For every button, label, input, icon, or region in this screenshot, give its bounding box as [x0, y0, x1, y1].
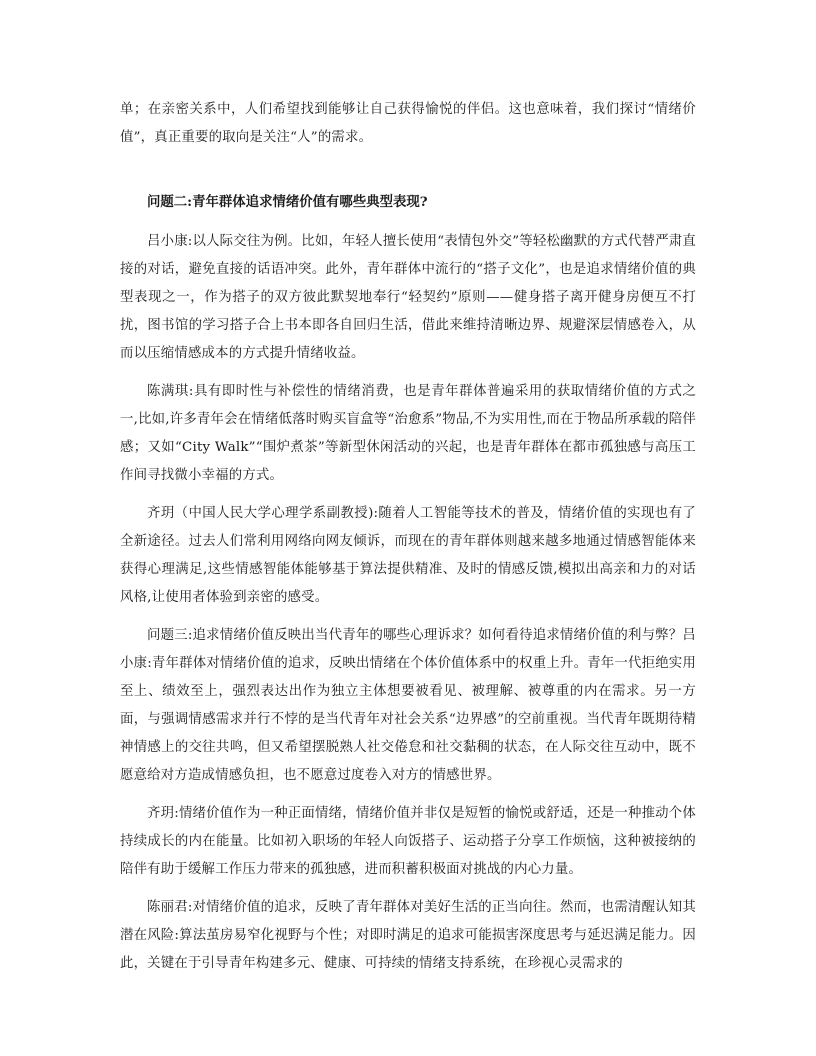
paragraph-lv-xiaokang: 吕小康:以人际交往为例。比如，年轻人擅长使用“表情包外交”等轻松幽默的方式代替严肃直接的对话，避免直接的话语冲突。此外，青年群体中流行的“搭子文化”，也是追求情绪价值的典型表现之一，作为搭子的双方彼此默契地奉行“轻契约”原则——健身搭子离开健身房便互不打扰，图书馆的学习搭子合上书本即各自回归生活，借此来维持清晰边界、规避深层情感卷入，从而以压缩情感成本的方式提升情绪收益。 — [120, 234, 696, 361]
question-two-heading: 问题二:青年群体追求情绪价值有哪些典型表现? — [147, 194, 428, 210]
paragraph-intro-continuation: 单；在亲密关系中，人们希望找到能够让自己获得愉悦的伴侣。这也意味着，我们探讨“情绪价值”，真正重要的取向是关注“人”的需求。 — [120, 102, 696, 145]
section-spacer — [120, 152, 696, 188]
document-page — [120, 96, 696, 996]
paragraph-chen-lijun: 陈丽君:对情绪价值的追求，反映了青年群体对美好生活的正当向往。然而，也需清醒认知其潜在风险:算法茧房易窄化视野与个性；对即时满足的追求可能损害深度思考与延迟满足能力。因此，关键在于引导青年构建多元、健康、可持续的情绪支持系统，在珍视心灵需求的 — [120, 900, 696, 971]
paragraph-question-three: 问题三:追求情绪价值反映出当代青年的哪些心理诉求？如何看待追求情绪价值的利与弊？吕小康:青年群体对情绪价值的追求，反映出情绪在个体价值体系中的权重上升。青年一代拒绝实用至上、绩效至上，强烈表达出作为独立主体想要被看见、被理解、被尊重的内在需求。另一方面，与强调情感需求并行不悖的是当代青年对社会关系“边界感”的空前重视。当代青年既期待精神情感上的交往共鸣，但又希望摆脱熟人社交倦怠和社交黏稠的状态，在人际交往互动中，既不愿意给对方造成情感负担，也不愿意过度卷入对方的情感世界。 — [120, 628, 696, 783]
paragraph-qi-yue: 齐玥（中国人民大学心理学系副教授):随着人工智能等技术的普及，情绪价值的实现也有了全新途径。过去人们常利用网络向网友倾诉，而现在的青年群体则越来越多地通过情感智能体来获得心理满足,这些情感智能体能够基于算法提供精准、及时的情感反馈,模拟出高亲和力的对话风格,让使用者体验到亲密的感受。 — [120, 506, 696, 605]
paragraph-qi-yue-2: 齐玥:情绪价值作为一种正面情绪，情绪价值并非仅是短暂的愉悦或舒适，还是一种推动个体持续成长的内在能量。比如初入职场的年轻人向饭搭子、运动搭子分享工作烦恼，这种被接纳的陪伴有助于缓解工作压力带来的孤独感，进而积蓄积极面对挑战的内心力量。 — [120, 806, 696, 877]
paragraph-chen-manqi: 陈满琪:具有即时性与补偿性的情绪消费，也是青年群体普遍采用的获取情绪价值的方式之一,比如,许多青年会在情绪低落时购买盲盒等“治愈系”物品,不为实用性,而在于物品所承载的陪伴感；又如“City Walk”“围炉煮茶”等新型休闲活动的兴起，也是青年群体在都市孤独感与高压工作间寻找微小幸福的方式。 — [120, 384, 696, 483]
